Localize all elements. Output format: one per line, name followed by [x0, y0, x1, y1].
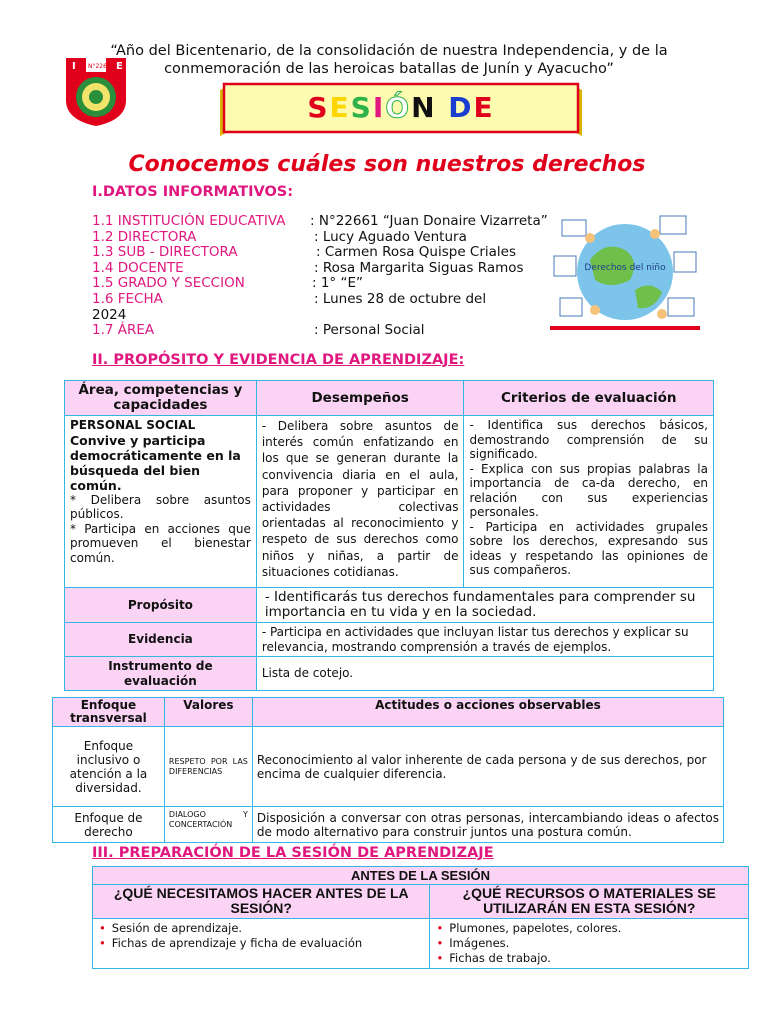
needs-list — [99, 921, 423, 951]
list-item: • Sesión de aprendizaje. — [99, 921, 423, 936]
resources-list — [436, 921, 742, 966]
list-item: • Imágenes. — [436, 936, 742, 951]
section-proposito: II. PROPÓSITO Y EVIDENCIA DE APRENDIZAJE: — [92, 352, 465, 368]
competencia: Convive y participa democráticamente en la búsqueda del bien común. — [70, 432, 241, 493]
area-title: PERSONAL SOCIAL — [70, 418, 196, 432]
resources-cell — [430, 919, 749, 969]
info-label: 1.6 FECHA — [92, 290, 163, 307]
section-preparacion: III. PREPARACIÓN DE LA SESIÓN DE APRENDIZAJE — [92, 845, 494, 861]
table-title: ANTES DE LA SESIÓN — [93, 867, 749, 885]
banner-letter: D — [448, 91, 474, 124]
capacidad: * Delibera sobre asuntos públicos. — [70, 492, 251, 521]
info-value: : Personal Social — [314, 322, 425, 339]
list-item: • Plumones, papelotes, colores. — [436, 921, 742, 936]
image-caption: Derechos del niño — [584, 263, 666, 273]
table-row — [65, 588, 714, 623]
info-label: 1.4 DOCENTE — [92, 259, 184, 276]
year-motto: “Año del Bicentenario, de la consolidación de nuestra Independencia, y de la conmemoración de las heroicas batallas de Junín y Ayacucho” — [110, 43, 668, 77]
logo-number: N°22661 — [88, 63, 115, 70]
enfoque-cell: Enfoque inclusivo o atención a la diversidad. — [53, 727, 165, 807]
banner-letter — [437, 86, 449, 130]
info-row — [92, 261, 552, 277]
col-header-criterios: Criterios de evaluación — [464, 381, 714, 416]
enfoques-table — [52, 697, 724, 843]
col-header-recursos: ¿QUÉ RECURSOS O MATERIALES SE UTILIZARÁN EN ESTA SESIÓN? — [430, 885, 749, 919]
banner-letter: S — [350, 91, 373, 124]
banner-letter: I — [372, 91, 386, 124]
evidencia-label: Evidencia — [65, 623, 257, 657]
table-header-row — [53, 698, 724, 727]
info-value: : Rosa Margarita Siguas Ramos — [314, 259, 524, 276]
info-label: 1.2 DIRECTORA — [92, 228, 197, 245]
criterio: - Explica con sus propias palabras la importancia de ca-da derecho, en relación con sus experiencias personales. — [469, 461, 708, 519]
actitud-cell: Reconocimiento al valor inherente de cada persona y de sus derechos, por encima de cualquier diferencia. — [252, 727, 723, 807]
section-datos-informativos: I.DATOS INFORMATIVOS: — [92, 184, 294, 200]
info-row — [92, 245, 552, 261]
childrens-rights-image — [550, 210, 700, 330]
col-header-actitudes: Actitudes o acciones observables — [252, 698, 723, 727]
info-value: : Lucy Aguado Ventura — [314, 228, 467, 245]
list-item: • Fichas de trabajo. — [436, 951, 742, 966]
learning-table — [64, 380, 714, 691]
info-label: 1.1 INSTITUCIÓN EDUCATIVA — [92, 213, 286, 229]
instrumento-label: Instrumento de evaluación — [65, 657, 257, 691]
info-row — [92, 276, 552, 292]
table-row — [53, 807, 724, 843]
info-value: : N°22661 “Juan Donaire Vizarreta” — [310, 213, 548, 229]
table-row — [65, 623, 714, 657]
col-header-enfoque: Enfoque transversal — [53, 698, 165, 727]
banner-letter: E — [473, 91, 495, 124]
info-label: 1.5 GRADO Y SECCION — [92, 275, 245, 292]
info-row — [92, 230, 552, 246]
criterio: - Identifica sus derechos básicos, demostrando comprensión de su significado. — [469, 418, 708, 461]
valor-cell: RESPETO POR LAS DIFERENCIAS — [164, 727, 252, 807]
table-row — [93, 919, 749, 969]
session-title: Conocemos cuáles son nuestros derechos — [128, 152, 646, 177]
needs-cell — [93, 919, 430, 969]
table-row — [53, 727, 724, 807]
criterios-cell — [464, 416, 714, 588]
col-header-desempenos: Desempeños — [256, 381, 464, 416]
banner-letter: Ó — [385, 91, 412, 124]
svg-text:E: E — [116, 61, 123, 72]
table-row — [65, 657, 714, 691]
svg-text:I: I — [72, 61, 76, 72]
banner-letter: E — [329, 91, 351, 124]
info-value: : Carmen Rosa Quispe Criales — [316, 244, 517, 261]
info-value: : Lunes 28 de octubre del 2024 — [92, 290, 487, 323]
table-header-row — [93, 885, 749, 919]
desempeno-cell: - Delibera sobre asuntos de interés común enfatizando en los que se generan durante la convivencia diaria en el aula, para proponer y participar en actividades colectivas orientadas al reconocimiento y respeto de sus derechos como niños y niñas, a partir de situaciones cotidianas. — [256, 416, 464, 588]
table-header-row — [93, 867, 749, 885]
table-row — [65, 416, 714, 588]
session-banner-text — [222, 86, 580, 130]
instrumento-text: Lista de cotejo. — [256, 657, 713, 691]
list-item: • Fichas de aprendizaje y ficha de evaluación — [99, 936, 423, 951]
banner-letter: N — [411, 91, 437, 124]
evidencia-text: - Participa en actividades que incluyan listar tus derechos y explicar su relevancia, mostrando comprensión a través de ejemplos. — [256, 623, 713, 657]
info-list — [92, 214, 552, 339]
actitud-cell: Disposición a conversar con otras personas, intercambiando ideas o afectos de modo alternativo para construir juntos una postura común. — [252, 807, 723, 843]
info-value: : 1° “E” — [312, 275, 363, 292]
info-row — [92, 292, 522, 323]
capacidad: * Participa en acciones que promueven el bienestar común. — [70, 521, 251, 565]
banner-letter: S — [307, 91, 330, 124]
proposito-text: - Identificarás tus derechos fundamentales para comprender su importancia en tu vida y en la sociedad. — [256, 588, 713, 623]
area-cell — [65, 416, 257, 588]
info-row — [92, 323, 552, 339]
info-label: 1.3 SUB - DIRECTORA — [92, 244, 238, 261]
enfoque-cell: Enfoque de derecho — [53, 807, 165, 843]
preparation-table — [92, 866, 749, 969]
info-row — [92, 214, 552, 230]
col-header-necesitamos: ¿QUÉ NECESITAMOS HACER ANTES DE LA SESIÓN? — [93, 885, 430, 919]
table-header-row — [65, 381, 714, 416]
info-label: 1.7 ÁREA — [92, 322, 155, 339]
criterio: - Participa en actividades grupales sobre los derechos, expresando sus ideas y respetando las opiniones de sus compañeros. — [469, 519, 708, 577]
col-header-area: Área, competencias y capacidades — [65, 381, 257, 416]
proposito-label: Propósito — [65, 588, 257, 623]
col-header-valores: Valores — [164, 698, 252, 727]
valor-cell: DIALOGO Y CONCERTACIÓN — [164, 807, 252, 843]
